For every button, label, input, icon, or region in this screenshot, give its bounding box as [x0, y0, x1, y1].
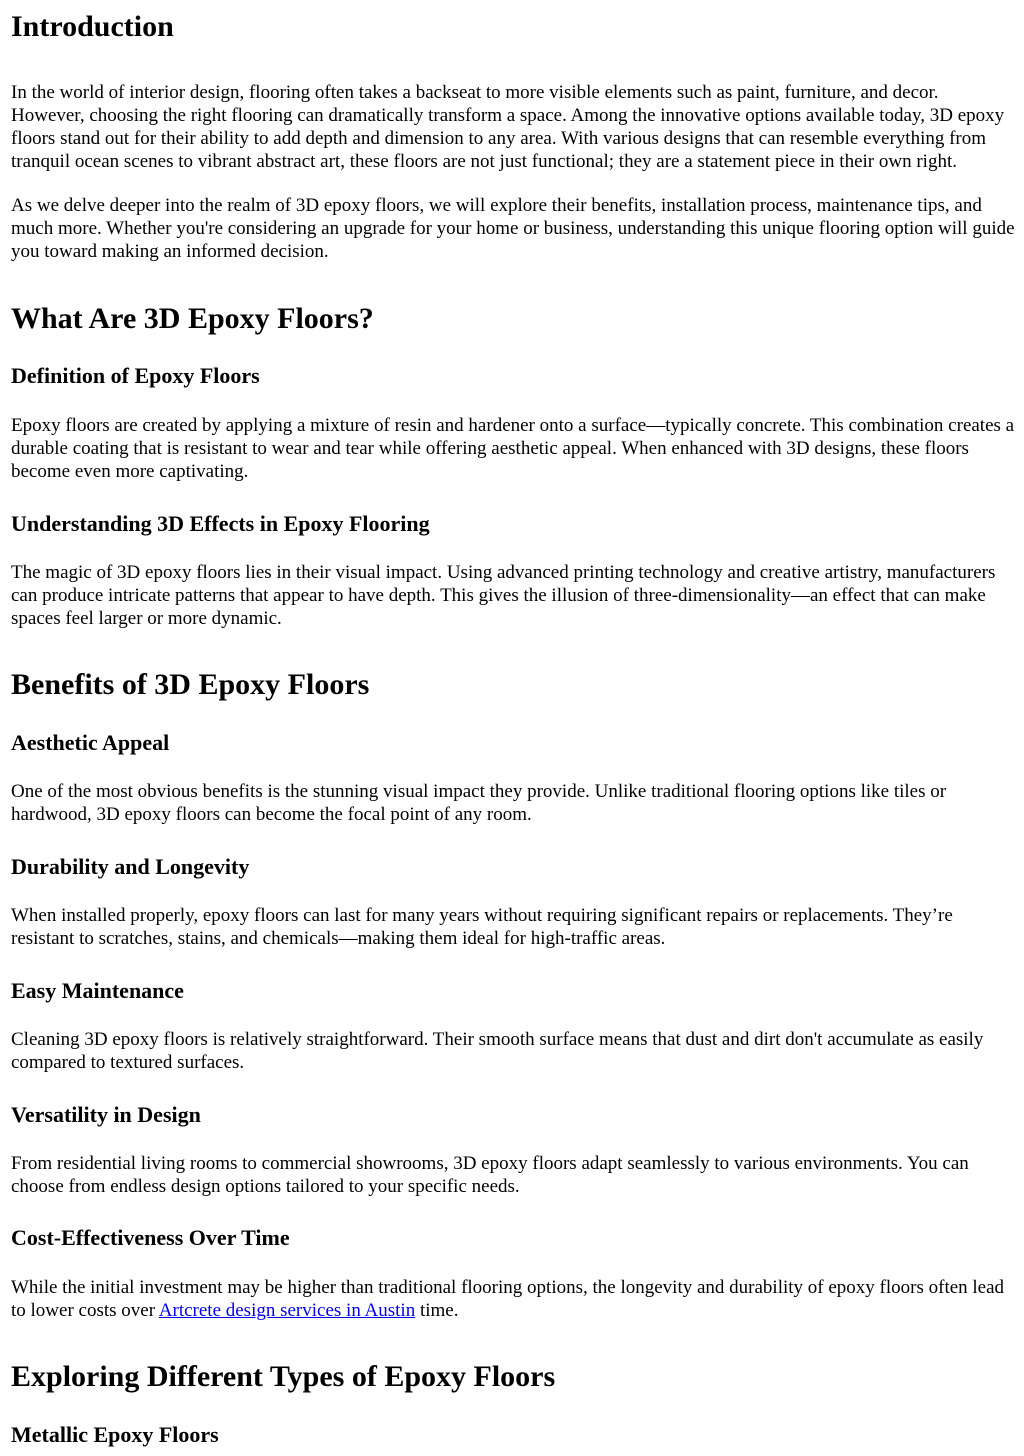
paragraph-versatility: From residential living rooms to commercial showrooms, 3D epoxy floors adapt seamlessly to various environments. You can choose from endless design options tailored to your specific needs. — [11, 1153, 969, 1197]
artcrete-link[interactable]: Artcrete design services in Austin — [158, 1300, 416, 1321]
heading-introduction: Introduction — [11, 10, 174, 43]
heading-understanding-3d-effects: Understanding 3D Effects in Epoxy Flooring — [11, 511, 430, 536]
paragraph-aesthetic-appeal: One of the most obvious benefits is the stunning visual impact they provide. Unlike traditional flooring options like tiles or hardwood, 3D epoxy floors can become the focal point of any room. — [11, 781, 947, 825]
heading-what-are-3d-epoxy-floors: What Are 3D Epoxy Floors? — [11, 302, 374, 335]
heading-definition-of-epoxy-floors: Definition of Epoxy Floors — [11, 363, 260, 388]
paragraph-durability: When installed properly, epoxy floors can last for many years without requiring significant repairs or replacements. They’re resistant to scratches, stains, and chemicals—making them ideal for high-traffic areas. — [11, 905, 953, 949]
paragraph-intro-1: In the world of interior design, flooring often takes a backseat to more visible elements such as paint, furniture, and decor. However, choosing the right flooring can dramatically transform a space. Among the innovative options available today, 3D epoxy floors stand out for their ability to add depth and dimension to any area. With various designs that can resemble everything from tranquil ocean scenes to vibrant abstract art, these floors are not just functional; they are a statement piece in their own right. — [11, 82, 1005, 172]
paragraph-easy-maintenance: Cleaning 3D epoxy floors is relatively straightforward. Their smooth surface means that dust and dirt don't accumulate as easily compared to textured surfaces. — [11, 1029, 984, 1073]
cost-text-before: While the initial investment may be higher than traditional flooring options, the longevity and durability of epoxy floors often lead to lower costs over — [11, 1277, 1005, 1321]
heading-benefits: Benefits of 3D Epoxy Floors — [11, 668, 370, 701]
paragraph-definition: Epoxy floors are created by applying a mixture of resin and hardener onto a surface—typically concrete. This combination creates a durable coating that is resistant to wear and tear while offering aesthetic appeal. When enhanced with 3D designs, these floors become even more captivating. — [11, 415, 1015, 482]
heading-cost-effectiveness: Cost-Effectiveness Over Time — [11, 1225, 290, 1250]
heading-metallic-epoxy-floors: Metallic Epoxy Floors — [11, 1422, 219, 1447]
paragraph-intro-2: As we delve deeper into the realm of 3D epoxy floors, we will explore their benefits, installation process, maintenance tips, and much more. Whether you're considering an upgrade for your home or business, understanding this unique flooring option will guide you toward making an informed decision. — [11, 195, 1015, 262]
paragraph-cost-effectiveness — [11, 1276, 1016, 1322]
heading-types-of-epoxy-floors: Exploring Different Types of Epoxy Floors — [11, 1360, 556, 1393]
cost-text-after: time. — [415, 1300, 459, 1321]
paragraph-3d-effects: The magic of 3D epoxy floors lies in their visual impact. Using advanced printing technology and creative artistry, manufacturers can produce intricate patterns that appear to have depth. This gives the illusion of three-dimensionality—an effect that can make spaces feel larger or more dynamic. — [11, 562, 996, 629]
heading-durability: Durability and Longevity — [11, 854, 250, 879]
article — [0, 10, 1024, 1448]
heading-easy-maintenance: Easy Maintenance — [11, 978, 184, 1003]
heading-aesthetic-appeal: Aesthetic Appeal — [11, 730, 170, 755]
heading-versatility: Versatility in Design — [11, 1102, 201, 1127]
